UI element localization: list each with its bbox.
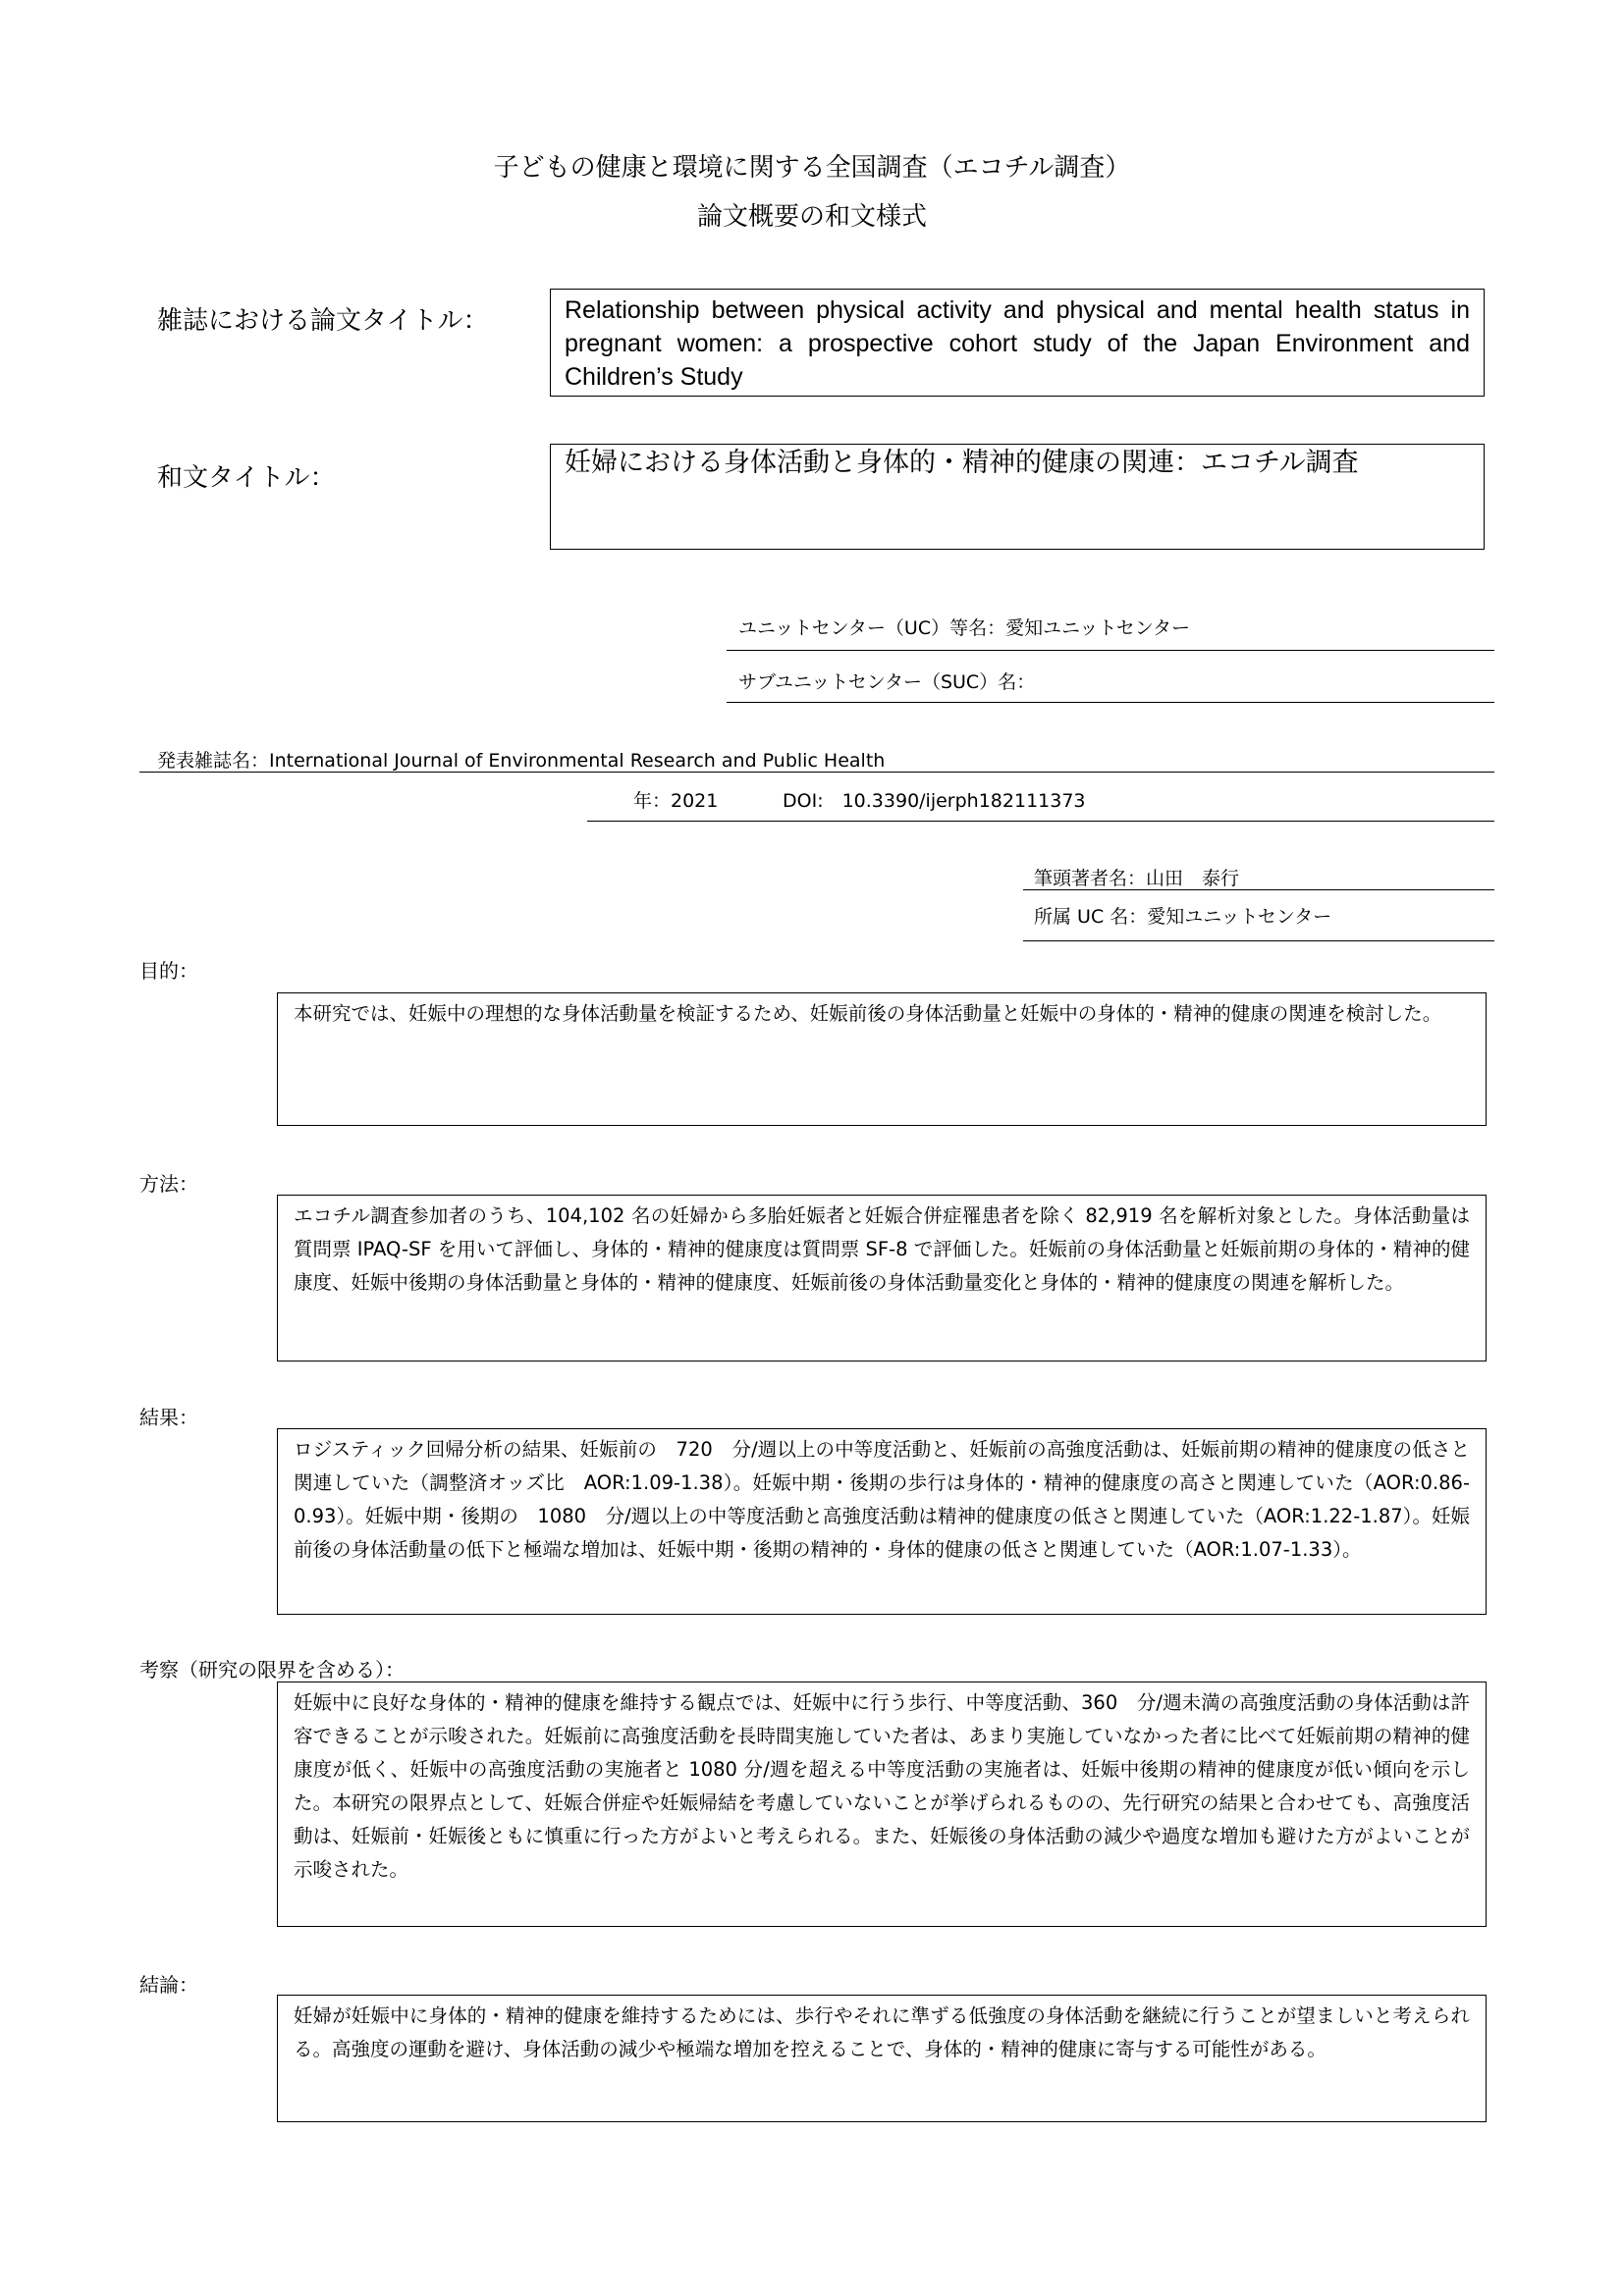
divider (727, 650, 1494, 651)
journal-title-label: 雑誌における論文タイトル： (157, 306, 489, 336)
publication-doi: DOI: 10.3390/ijerph182111373 (783, 790, 1086, 812)
purpose-label: 目的： (139, 959, 198, 983)
publication-journal: 発表雑誌名：International Journal of Environmental Research and Public Health (157, 750, 886, 772)
methods-box (277, 1195, 1487, 1362)
journal-title-box (550, 289, 1485, 397)
conclusion-label: 結論： (139, 1973, 198, 1997)
japanese-title-box (550, 444, 1485, 550)
purpose-text: 本研究では、妊娠中の理想的な身体活動量を検証するため、妊娠前後の身体活動量と妊娠中の身体的・精神的健康の関連を検討した。 (294, 1002, 1442, 1025)
divider (587, 821, 1494, 822)
sub-unit-center-name: サブユニットセンター（SUC）名： (738, 671, 1036, 693)
purpose-box (277, 992, 1487, 1126)
methods-label: 方法： (139, 1172, 198, 1196)
methods-text: エコチル調査参加者のうち、104,102 名の妊婦から多胎妊娠者と妊娠合併症罹患者を除く 82,919 名を解析対象とした。身体活動量は質問票 IPAQ-SF を用いて評価し、身体的・精神的健康度は質問票 SF-8 で評価した。妊娠前の身体活動量と妊娠前期の身体的・精神的健康度、妊娠中後期の身体活動量と身体的・精神的健康度、妊娠前後の身体活動量変化と身体的・精神的健康度の関連を解析した。 (294, 1204, 1470, 1294)
japanese-title-value: 妊婦における身体活動と身体的・精神的健康の関連：エコチル調査 (565, 448, 1359, 478)
results-box (277, 1428, 1487, 1615)
first-author: 筆頭著者名：山田 泰行 (1034, 868, 1240, 889)
publication-year: 年：2021 (633, 790, 719, 812)
japanese-title-label: 和文タイトル： (157, 463, 336, 493)
results-label: 結果： (139, 1406, 198, 1429)
discussion-label: 考察（研究の限界を含める）： (139, 1658, 405, 1682)
affiliation-uc: 所属 UC 名：愛知ユニットセンター (1034, 906, 1332, 928)
discussion-text: 妊娠中に良好な身体的・精神的健康を維持する観点では、妊娠中に行う歩行、中等度活動、360 分/週未満の高強度活動の身体活動は許容できることが示唆された。妊娠前に高強度活動を長時間実施していた者は、あまり実施していなかった者に比べて妊娠前期の精神的健康度が低く、妊娠中の高強度活動の実施者と 1080 分/週を超える中等度活動の実施者は、妊娠中後期の精神的健康度が低い傾向を示した。本研究の限界点として、妊娠合併症や妊娠帰結を考慮していないことが挙げられるものの、先行研究の結果と合わせても、高強度活動は、妊娠前・妊娠後ともに慎重に行った方がよいと考えられる。また、妊娠後の身体活動の減少や過度な増加も避けた方がよいことが示唆された。 (294, 1691, 1470, 1881)
document-subtitle: 論文概要の和文様式 (696, 202, 927, 232)
discussion-box (277, 1682, 1487, 1927)
divider (1023, 940, 1494, 941)
divider (1023, 889, 1494, 890)
conclusion-box (277, 1995, 1487, 2122)
results-text: ロジスティック回帰分析の結果、妊娠前の 720 分/週以上の中等度活動と、妊娠前の高強度活動は、妊娠前期の精神的健康度の低さと関連していた（調整済オッズ比 AOR:1.09-1.38）。妊娠中期・後期の歩行は身体的・精神的健康度の高さと関連していた（AOR:0.86-0.93）。妊娠中期・後期の 1080 分/週以上の中等度活動と高強度活動は精神的健康度の低さと関連していた（AOR:1.22-1.87）。妊娠前後の身体活動量の低下と極端な増加は、妊娠中期・後期の精神的・身体的健康の低さと関連していた（AOR:1.07-1.33）。 (294, 1438, 1470, 1561)
journal-title-value: Relationship between physical activity and physical and mental health status in pregnant women: a prospective cohort study of the Japan Environment and Children’s Study (565, 296, 1470, 391)
divider (139, 772, 1494, 773)
divider (727, 702, 1494, 703)
unit-center-name: ユニットセンター（UC）等名：愛知ユニットセンター (738, 617, 1190, 639)
conclusion-text: 妊婦が妊娠中に身体的・精神的健康を維持するためには、歩行やそれに準ずる低強度の身体活動を継続に行うことが望ましいと考えられる。高強度の運動を避け、身体活動の減少や極端な増加を控えることで、身体的・精神的健康に寄与する可能性がある。 (294, 2004, 1470, 2060)
document-title: 子どもの健康と環境に関する全国調査（エコチル調査） (493, 153, 1131, 183)
